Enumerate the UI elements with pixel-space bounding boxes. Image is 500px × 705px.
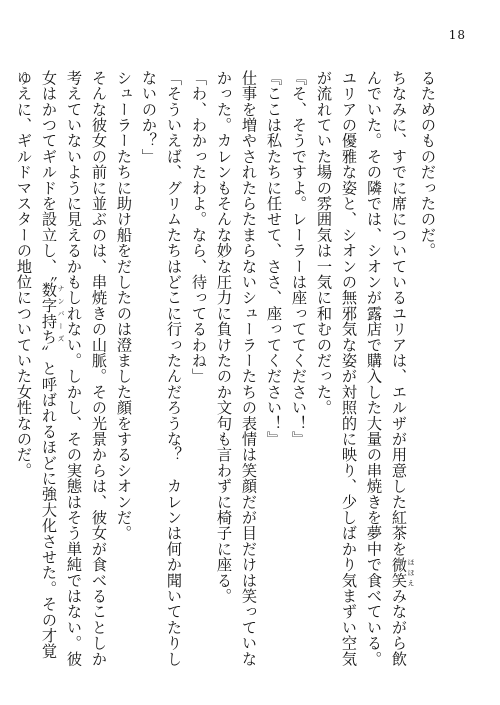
ruby-smile — [390, 556, 415, 589]
ruby-numbers-reading: ナンバーズ — [57, 282, 65, 346]
paragraph-4: 『そ、そうですよ。レーラーは座っててください！』 — [290, 70, 308, 447]
paragraph-7: 「わ、わかったわよ。なら、待ってるわね」 — [190, 70, 208, 384]
ruby-smile-reading: ほほえ — [407, 556, 415, 589]
paragraph-8: 「そういえば、グリムたちはどこに行ったんだろうな？ カレンは何か聞いてたりしないのか？」 — [140, 70, 183, 667]
paragraph-2: ちなみに、すでに席についているユリアは、エルザが用意した紅茶を微笑 ほほえみながら飲んでいた。その隣では、シオンが露店で購入した大量の串焼きを夢中で食べている。 — [365, 70, 415, 667]
paragraph-10: そんな彼女の前に並ぶのは、串焼きの山脈。その光景からは、彼女が食べることしか考えていないように見えるかもしれない。しかし、その実態はそう単純ではない。彼女はかつてギルドを設立し、〝数字持ち ナンバーズ〟と呼ばれるほどに強大化させた。その才覚ゆえに、ギルドマスターの地位についていた女性なのだ。 — [15, 70, 108, 667]
ruby-smile-base: 微笑 — [390, 556, 408, 589]
ruby-numbers-base: 数字持ち — [40, 282, 58, 346]
vertical-text-block — [15, 70, 440, 670]
page-number: 18 — [448, 28, 466, 42]
paragraph-1: るためのものだったのだ。 — [419, 70, 437, 259]
ruby-numbers — [40, 282, 65, 346]
paragraph-6: 仕事を増やされたらたまらないシューラーたちの表情は笑顔だが目だけは笑っていなかった。カレンもそんな妙な圧力に負けたのか文句も言わずに椅子に座る。 — [215, 70, 258, 667]
paragraph-3: ユリアの優雅な姿と、シオンの無邪気な姿が対照的に映り、少しばかり気まずい空気が流れていた場の雰囲気は一気に和むのだった。 — [315, 70, 358, 667]
paragraph-9: シューラーたちに助け船をだしたのは澄ました顔をするシオンだ。 — [115, 70, 133, 541]
paragraph-5: 『ここは私たちに任せて、ささ、座ってください！』 — [265, 70, 283, 447]
